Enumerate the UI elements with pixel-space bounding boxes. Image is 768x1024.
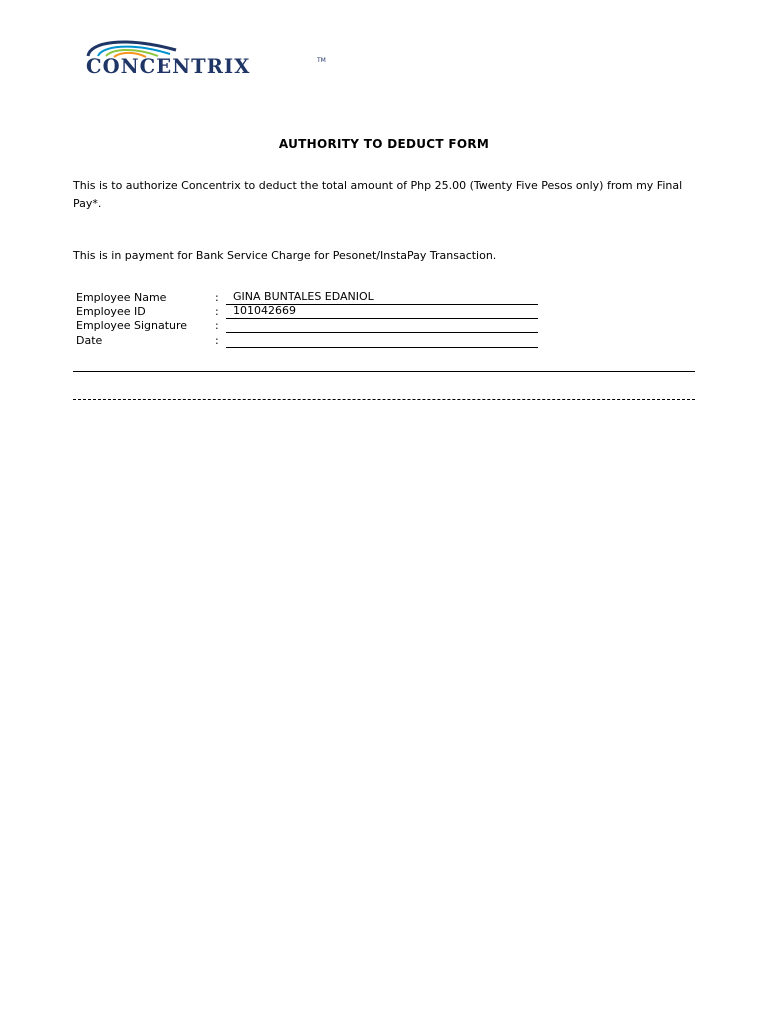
solid-divider xyxy=(73,371,695,372)
field-value: 101042669 xyxy=(233,304,296,317)
employee-id-field[interactable] xyxy=(226,306,538,319)
authorization-paragraph: This is to authorize Concentrix to deduct the total amount of Php 25.00 (Twenty Five Pesos only) from my Final Pay*. xyxy=(73,179,683,210)
field-label: Date xyxy=(76,334,103,347)
form-title: AUTHORITY TO DEDUCT FORM xyxy=(278,137,490,151)
field-colon: : xyxy=(215,319,219,332)
field-colon: : xyxy=(215,291,219,304)
date-field[interactable] xyxy=(226,335,538,348)
field-colon: : xyxy=(215,334,219,347)
field-colon: : xyxy=(215,305,219,318)
field-value: GINA BUNTALES EDANIOL xyxy=(233,290,374,303)
concentrix-logo xyxy=(84,36,334,82)
field-label: Employee Signature xyxy=(76,319,188,332)
dashed-cut-line xyxy=(73,399,695,400)
payment-purpose-paragraph: This is in payment for Bank Service Charge for Pesonet/InstaPay Transaction. xyxy=(73,249,497,262)
field-label: Employee Name xyxy=(76,291,167,304)
field-label: Employee ID xyxy=(76,305,146,318)
logo-trademark: TM xyxy=(317,57,326,64)
employee-signature-field[interactable] xyxy=(226,320,538,333)
logo-wordmark: CONCENTRIX xyxy=(86,55,251,78)
